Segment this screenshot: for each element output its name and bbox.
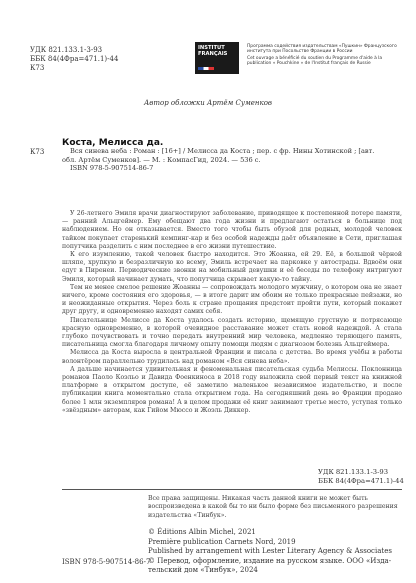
udk-block [30,46,118,73]
flag-stripe-icon [198,67,214,70]
catalog-k-code: К73 [30,148,45,156]
copyright-line: тельский дом «Тинбук», 2024 [148,566,258,575]
bibliographic-description [62,147,402,173]
program-note-fr: Cet ouvrage a bénéficié du soutien du Programme d'aide à la publication « Pouchkine » de l'Institut français de Russie [247,55,383,66]
bbk-code: ББК 84(4Фра=471.1)-44 [30,55,119,63]
description-isbn: ISBN 978-5-907514-86-7 [70,164,154,173]
institut-francais-logo [195,42,239,74]
copyright-line: © Éditions Albin Michel, 2021 [148,528,256,536]
annotation-paragraph: Писательнице Мелиссе да Коста удалось создать историю, щемящую грустную и потрясающе красную одновременно, в которой очевидное расставание может стать новой надеждой. А стала глубоко почувствовать и точно передать внутренний мир человека, медленно теряющего память, писательница смогла благодаря личному опыту помощи людям с диагнозом болезнь Альцгеймера. [62,316,402,349]
annotation-paragraph: Мелисса да Коста выросла в центральной Франции и писала с детства. Во время учёбы в работы волонтёром параллельно трудилась над романом «Вся синева неба». [62,349,402,365]
logo-line-1: INSTITUT [198,45,225,51]
isbn-bottom: ISBN 978-5-907514-86-7 [62,558,151,566]
annotation-paragraph: А дальше начинается удивительная и феноменальная писательская судьба Мелиссы. Поклонница романов Паоло Коэльо и Давида Фоенкиноса в 2018 году выложила свой первый текст на книжной платформе в открытом доступе, её заметило маленькое независимое издательство, и после публикации книга моментально стала открытием года. На сегодняшний день во Франции продано более 1 млн экземпляров романа! А в целом продажи её книг занимают третье место, уступая только «звёздным» авторам, как Гийом Мюссо и Жоэль Диккер. [62,365,402,414]
annotation-paragraph: Тем не менее смелое решение Жоанны — сопровождать молодого мужчину, о котором она не знает ничего, кроме состояния его здоровья, — в итоге дарит им обоим не только прекрасные пейзажи, но и неожиданные открытия. Через боль к стране прощания предстоит пройти пути, который покажет друг другу, и одновременно находят самих себя. [62,283,402,316]
description-line-2: обл. Артём Суменков]. — М. : КомпасГид, 2024. — 536 с. [62,155,261,164]
udk-code: УДК 821.133.1-3-93 [30,46,103,54]
logo-line-2: FRANÇAIS [198,51,228,57]
udk-code-right: УДК 821.133.1-3-93 [318,468,389,476]
program-note-ru: Программа содействия издательствам «Пушкин» Французского института при Посольстве Франции в России [247,44,397,55]
annotation-text [62,210,402,415]
description-line-1: Вся синева неба : Роман : [16+] / Мелисса да Коста ; пер. с фр. Нины Хотинской ; [авт. [70,147,375,155]
copyright-line: Première publication Carnets Nord, 2019 [148,537,296,546]
rights-notice: Все права защищены. Никакая часть данной книги не может быть воспроизведена в какой бы то ни было форме без письменного разрешения издательства «Тинбук». [148,495,398,519]
copyright-line: © Перевод, оформление, издание на русском языке. ООО «Изда- [148,556,392,565]
annotation-paragraph: К его изумлению, такой человек быстро находится. Это Жоанна, ей 29. Её, в большой чёрной шляпе, хрупкую и безразличную ко всему, Эмиль встречает на парковке у автострады. Вдвоём они едут в Пиренеи. Периодические звонки на мобильный девушки и её беседы по телефону интригуют Эмиля, который начинает думать, что попутчица скрывает какую-то тайну. [62,251,402,283]
bbk-code-right: ББК 84(4Фра=471.1)-44 [318,477,404,485]
publishing-program-note [247,44,397,67]
author-mark: К73 [30,64,45,72]
divider-line [62,489,402,490]
cover-author-credit: Автор обложки Артём Суменков [144,99,272,107]
copyright-line: Published by arrangement with Lester Literary Agency & Associates [148,547,392,556]
udk-block-right [318,468,404,486]
copyright-block [148,528,408,576]
book-author-heading: Коста, Мелисса да. [62,138,164,148]
annotation-paragraph: У 26-летнего Эмиля врачи диагностируют заболевание, приводящее к постепенной потере памяти, — ранний Альцгеймер. Ему обещают два года жизни и предлагают остаться в больнице под наблюдением. Но он отказывается. Вместо того чтобы быть обузой для родных, молодой человек тайком покупает старенький кемпинг-кар и без особой надежды даёт объявление в Сети, приглашая попутчика разделить с ним последнее в его жизни путешествие. [62,210,402,250]
